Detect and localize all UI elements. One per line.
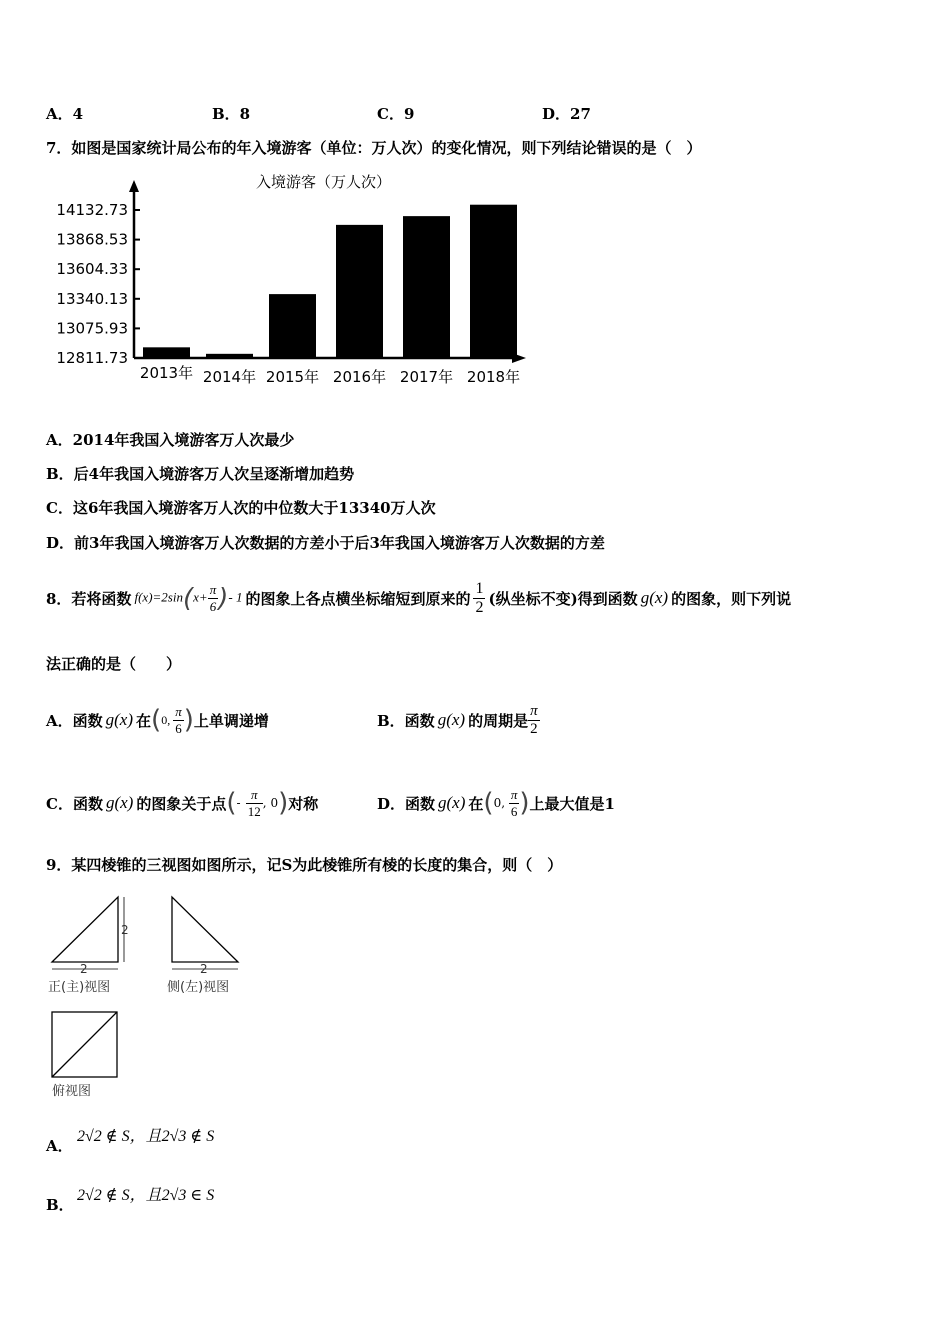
q7-option-c: C．这6年我国入境游客万人次的中位数大于13340万人次: [46, 499, 436, 517]
q9-option-a-math: 2√2 ∉ S，且2√3 ∉ S: [77, 1128, 215, 1145]
side-width-label: 2: [200, 962, 208, 976]
front-view-label: 正(主)视图: [48, 980, 111, 995]
y-axis-arrow: [129, 180, 139, 192]
q9-option-b: B．: [46, 1196, 74, 1214]
q8-stem-end: 的图象，则下列说: [671, 589, 792, 608]
bar: [336, 225, 383, 358]
top-view-label: 俯视图: [52, 1084, 92, 1099]
q7-option-a: A．2014年我国入境游客万人次最少: [46, 431, 295, 449]
q8-option-c: C．函数 g(x) 的图象关于点 ( - $\frac{\pi}{12}$ , 0 ) 对称: [46, 786, 319, 819]
function-g: g(x): [640, 588, 669, 607]
q9-stem: 9．某四棱锥的三视图如图所示，记S为此棱锥所有棱的长度的集合，则（ ）: [46, 856, 563, 874]
q8-stem-line2: 法正确的是（ ）: [46, 655, 182, 673]
q6-option-c: C．9: [377, 105, 415, 123]
x-tick-label: 2018年: [466, 368, 521, 386]
q6-option-b: B．8: [212, 105, 251, 123]
x-labels: [140, 364, 520, 386]
q9-option-a: A．: [46, 1137, 73, 1155]
q7-stem: 7．如图是国家统计局公布的年入境游客（单位：万人次）的变化情况，则下列结论错误的是（ ）: [46, 139, 702, 157]
q7-option-b: B．后4年我国入境游客万人次呈逐渐增加趋势: [46, 465, 355, 483]
q8-option-b: B．函数 g(x) 的周期是 $\frac{\pi}{2}$: [377, 702, 538, 737]
function-f: f(x)=2sin(x+ $\frac{\pi}{6}$ )- 1: [134, 581, 243, 614]
front-view-triangle: [52, 897, 118, 962]
x-tick-label: 2017年: [399, 368, 454, 386]
q9-option-b-math: 2√2 ∉ S，且2√3 ∈ S: [77, 1187, 215, 1204]
bar: [470, 205, 517, 358]
q8-stem-mid2: (纵坐标不变)得到函数: [488, 589, 638, 608]
side-view-triangle: [172, 897, 238, 962]
top-view-diagonal: [52, 1012, 117, 1077]
bar: [206, 354, 253, 358]
y-tick-label: 14132.73: [56, 201, 128, 219]
q7-option-d: D．前3年我国入境游客万人次数据的方差小于后3年我国入境游客万人次数据的方差: [46, 534, 605, 552]
q6-option-a: A．4: [46, 105, 84, 123]
bars: [143, 205, 517, 358]
front-height-label: 2: [121, 923, 129, 937]
y-tick-label: 13868.53: [56, 230, 128, 249]
front-width-label: 2: [80, 962, 88, 976]
y-tick-label: 13075.93: [56, 319, 128, 338]
q8-stem: [46, 568, 791, 628]
bar: [269, 294, 316, 358]
q8-stem-prefix: 8．若将函数: [46, 589, 132, 608]
x-tick-label: 2015年: [265, 368, 320, 386]
x-tick-label: 2014年: [202, 368, 257, 386]
q6-option-d: D．27: [542, 105, 591, 123]
chart-title: 入境游客（万人次）: [256, 173, 392, 191]
q8-option-a: A．函数 g(x) 在 ( 0, $\frac{\pi}{6}$ ) 上单调递增: [46, 703, 269, 736]
fraction-half: $\frac{1}{2}$: [475, 579, 484, 616]
x-tick-label: 2016年: [332, 368, 387, 386]
bar-chart: [46, 168, 536, 398]
bar: [403, 216, 450, 358]
q8-stem-mid: 的图象上各点横坐标缩短到原来的: [245, 589, 471, 608]
y-tick-label: 13340.13: [56, 289, 128, 308]
x-tick-label: 2013年: [139, 364, 194, 382]
y-tick-label: 13604.33: [56, 260, 128, 279]
q8-option-d: D．函数 g(x) 在 ( 0, $\frac{\pi}{6}$ ) 上最大值是1: [377, 786, 615, 819]
three-view-diagram: [46, 892, 266, 1102]
side-view-label: 侧(左)视图: [167, 980, 230, 995]
bar: [143, 347, 190, 358]
y-tick-label: 12811.73: [56, 349, 128, 367]
